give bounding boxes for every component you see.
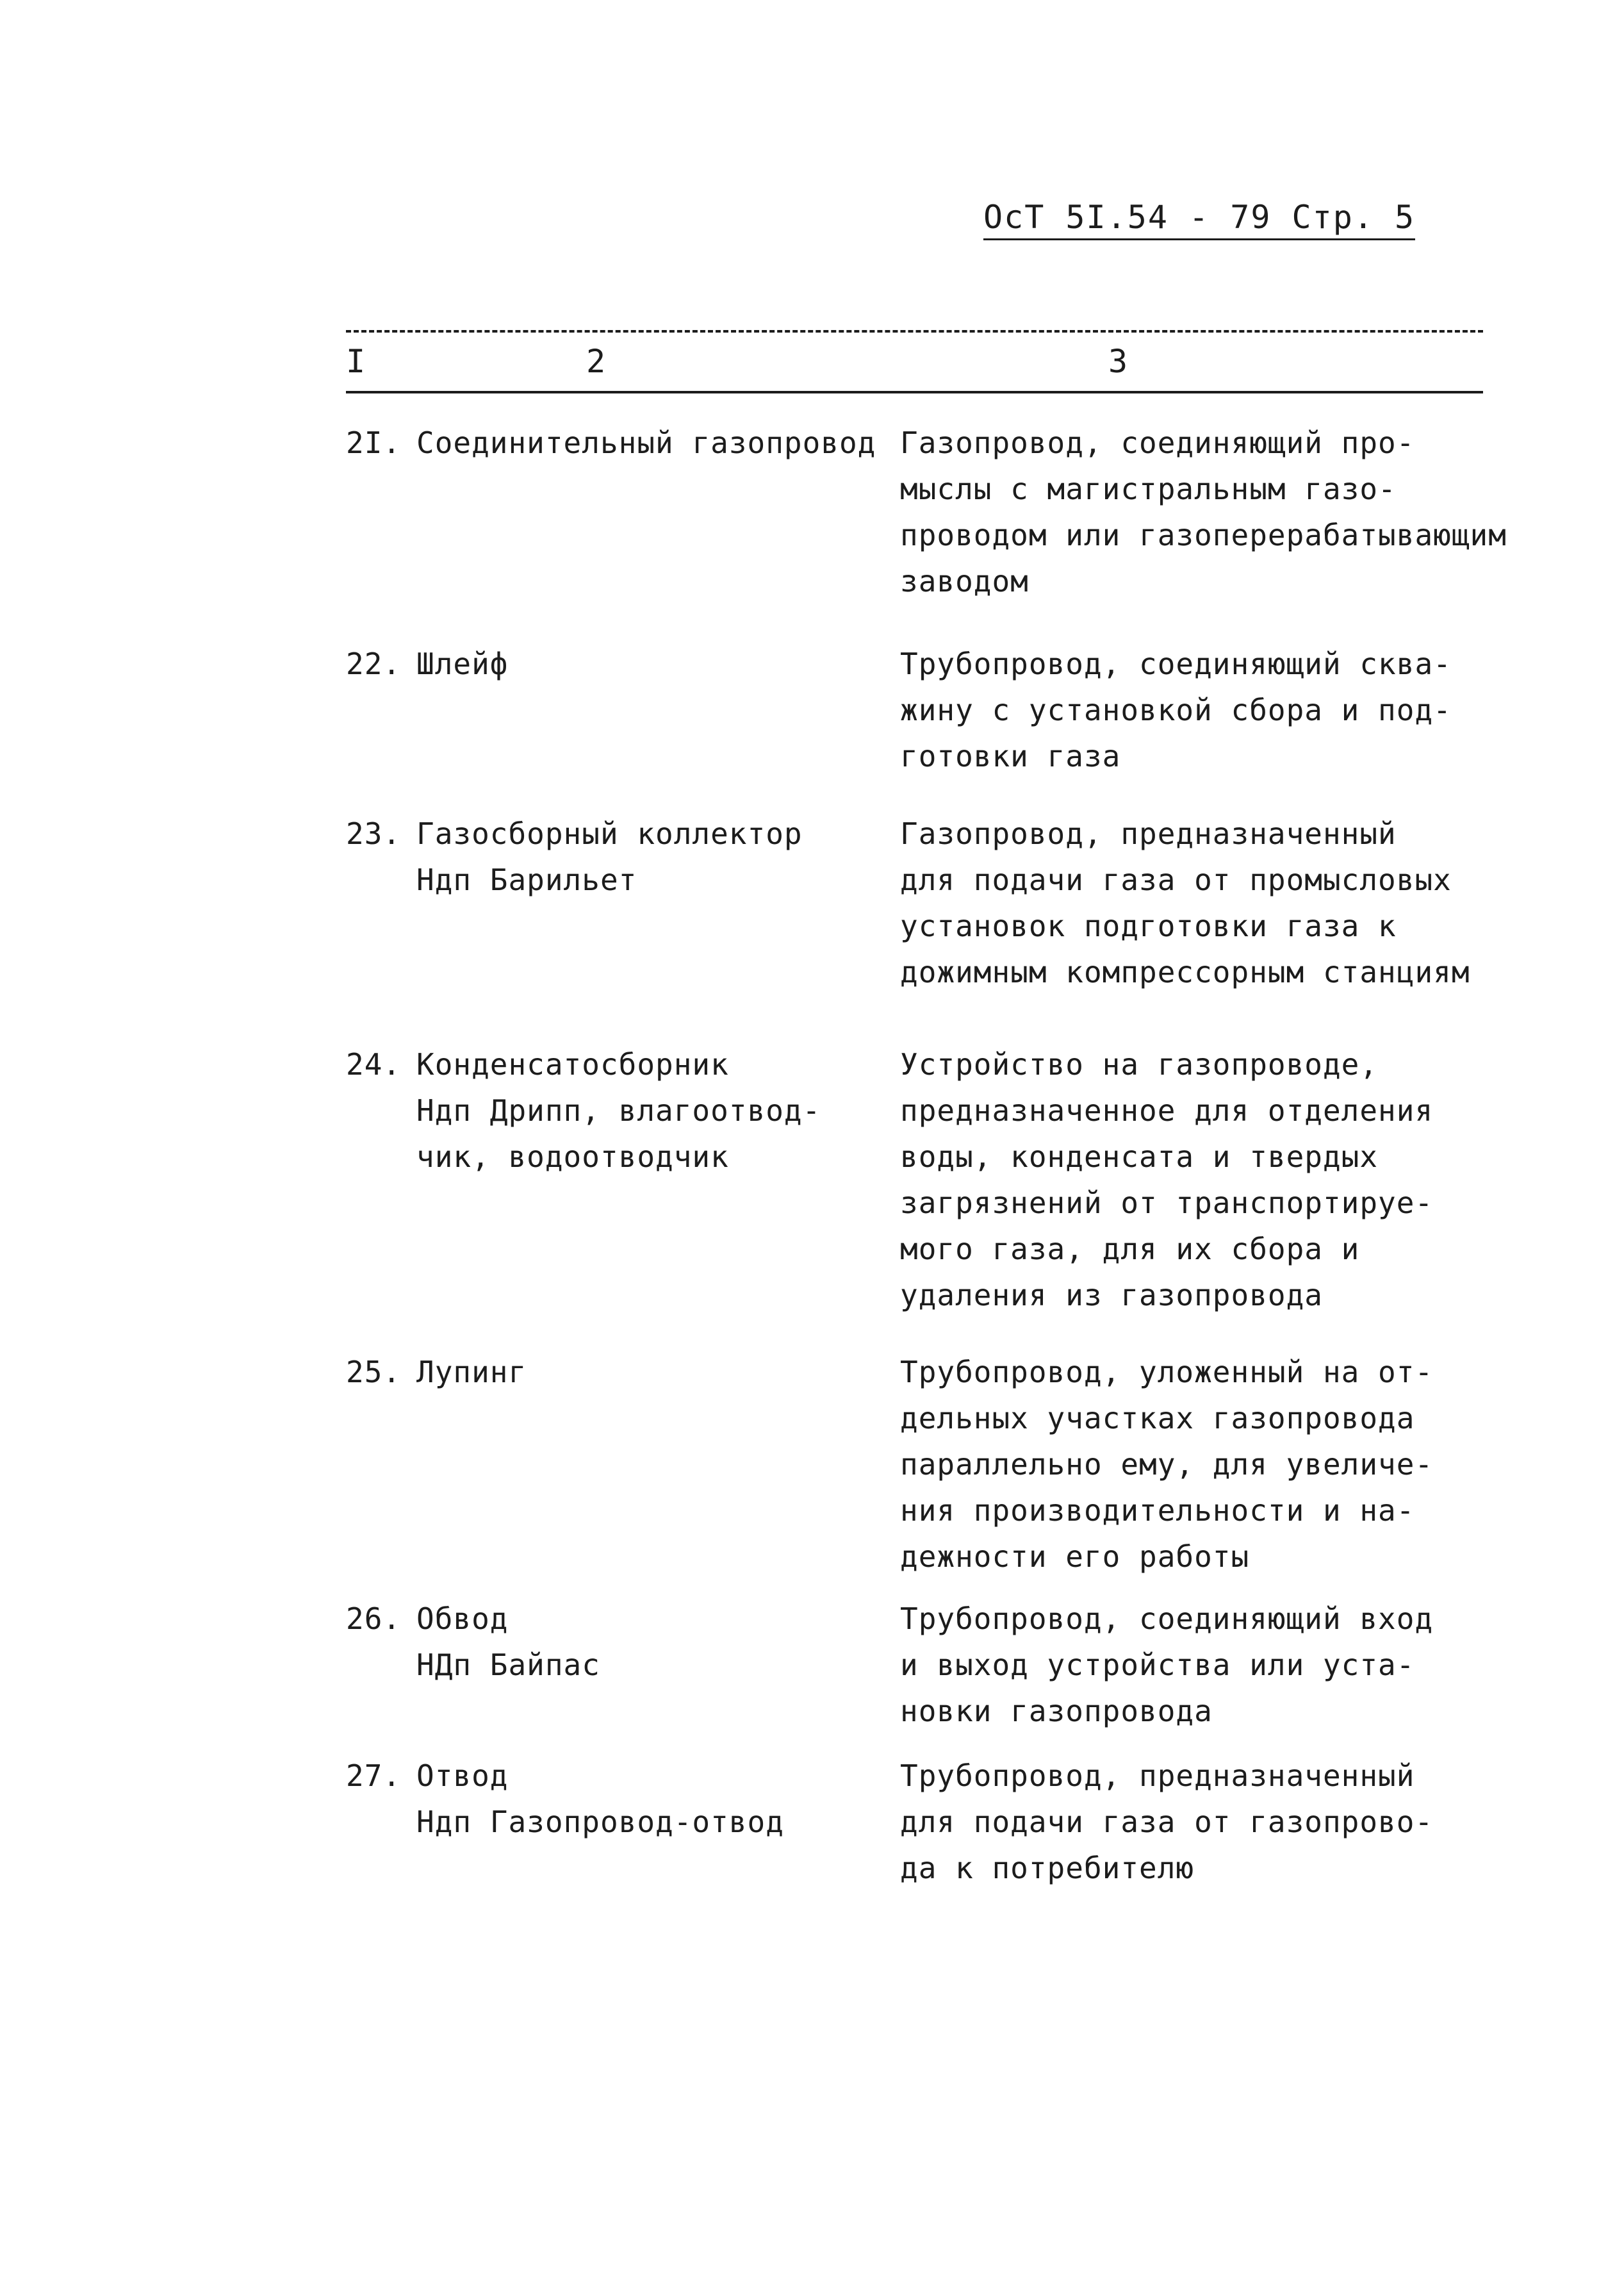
definition-cell (900, 1041, 1541, 1318)
term-name: Лупинг (416, 1355, 527, 1389)
definition-line: для подачи газа от промысловых (900, 863, 1452, 897)
term-cell (346, 641, 890, 687)
definition-line: Трубопровод, предназначенный (900, 1758, 1415, 1793)
term-line (346, 641, 890, 687)
term-synonym: Ндп Дрипп, влагоотвод- (416, 1093, 821, 1128)
term-number: 24. (346, 1047, 402, 1082)
definition-line: загрязнений от транспортируе- (900, 1186, 1434, 1220)
term-line (346, 1349, 890, 1395)
definition-cell (900, 1596, 1541, 1734)
term-name: Отвод (416, 1758, 509, 1793)
term-synonym: НДп Байпас (416, 1648, 600, 1682)
definition-line: заводом (900, 564, 1029, 599)
column-header-1: I (346, 343, 366, 380)
term-cell (346, 420, 890, 466)
term-name: Шлейф (416, 647, 509, 681)
term-number: 2I. (346, 426, 402, 460)
definition-line: Трубопровод, соединяющий вход (900, 1601, 1434, 1636)
term-line (346, 420, 890, 466)
definition-line: дежности его работы (900, 1539, 1250, 1574)
definition-line: да к потребителю (900, 1851, 1195, 1885)
term-number: 22. (346, 647, 402, 681)
term-synonym: Ндп Барильет (416, 863, 637, 897)
definition-line: новки газопровода (900, 1694, 1213, 1728)
column-header-3: 3 (1108, 343, 1128, 380)
term-cell (346, 1041, 890, 1180)
table-header-rule (346, 391, 1483, 393)
definition-line: Трубопровод, соединяющий сква- (900, 647, 1452, 681)
definition-line: проводом или газоперерабатывающим (900, 518, 1507, 552)
term-synonym: чик, водоотводчик (416, 1139, 729, 1174)
definition-line: жину с установкой сбора и под- (900, 693, 1452, 727)
definition-line: Устройство на газопроводе, (900, 1047, 1379, 1082)
term-cell (346, 1349, 890, 1395)
term-line (346, 1596, 890, 1642)
definition-cell (900, 1753, 1541, 1891)
definition-line: параллельно ему, для увеличе- (900, 1447, 1434, 1482)
definition-line: для подачи газа от газопрово- (900, 1805, 1434, 1839)
term-number: 25. (346, 1355, 402, 1389)
term-synonym: Ндп Газопровод-отвод (416, 1805, 784, 1839)
term-name: Соединительный газопровод (416, 426, 876, 460)
term-line (346, 811, 890, 857)
term-number: 23. (346, 816, 402, 851)
definition-line: мого газа, для их сбора и (900, 1232, 1360, 1266)
definition-line: установок подготовки газа к (900, 909, 1397, 943)
term-cell (346, 811, 890, 903)
definition-line: дожимным компрессорным станциям (900, 955, 1470, 989)
definition-cell (900, 1349, 1541, 1580)
term-cell (346, 1753, 890, 1845)
term-name: Газосборный коллектор (416, 816, 803, 851)
definition-line: Трубопровод, уложенный на от- (900, 1355, 1434, 1389)
term-line (346, 1041, 890, 1087)
term-name: Обвод (416, 1601, 509, 1636)
definition-cell (900, 641, 1541, 779)
definition-line: воды, конденсата и твердых (900, 1139, 1379, 1174)
definition-line: Газопровод, соединяющий про- (900, 426, 1415, 460)
table-top-rule (346, 330, 1483, 333)
definition-line: ния производительности и на- (900, 1493, 1415, 1528)
term-cell (346, 1596, 890, 1688)
definition-cell (900, 811, 1541, 995)
term-name: Конденсатосборник (416, 1047, 729, 1082)
definition-line: дельных участках газопровода (900, 1401, 1415, 1435)
term-line (346, 1753, 890, 1799)
definition-line: удаления из газопровода (900, 1278, 1323, 1312)
term-number: 26. (346, 1601, 402, 1636)
definition-line: Газопровод, предназначенный (900, 816, 1397, 851)
page-header: ОсТ 5I.54 - 79 Стр. 5 (983, 197, 1415, 240)
definition-line: готовки газа (900, 739, 1121, 773)
definition-line: предназначенное для отделения (900, 1093, 1434, 1128)
definition-line: и выход устройства или уста- (900, 1648, 1415, 1682)
definition-cell (900, 420, 1541, 604)
definition-line: мыслы с магистральным газо- (900, 472, 1397, 506)
term-number: 27. (346, 1758, 402, 1793)
column-header-2: 2 (586, 343, 606, 380)
